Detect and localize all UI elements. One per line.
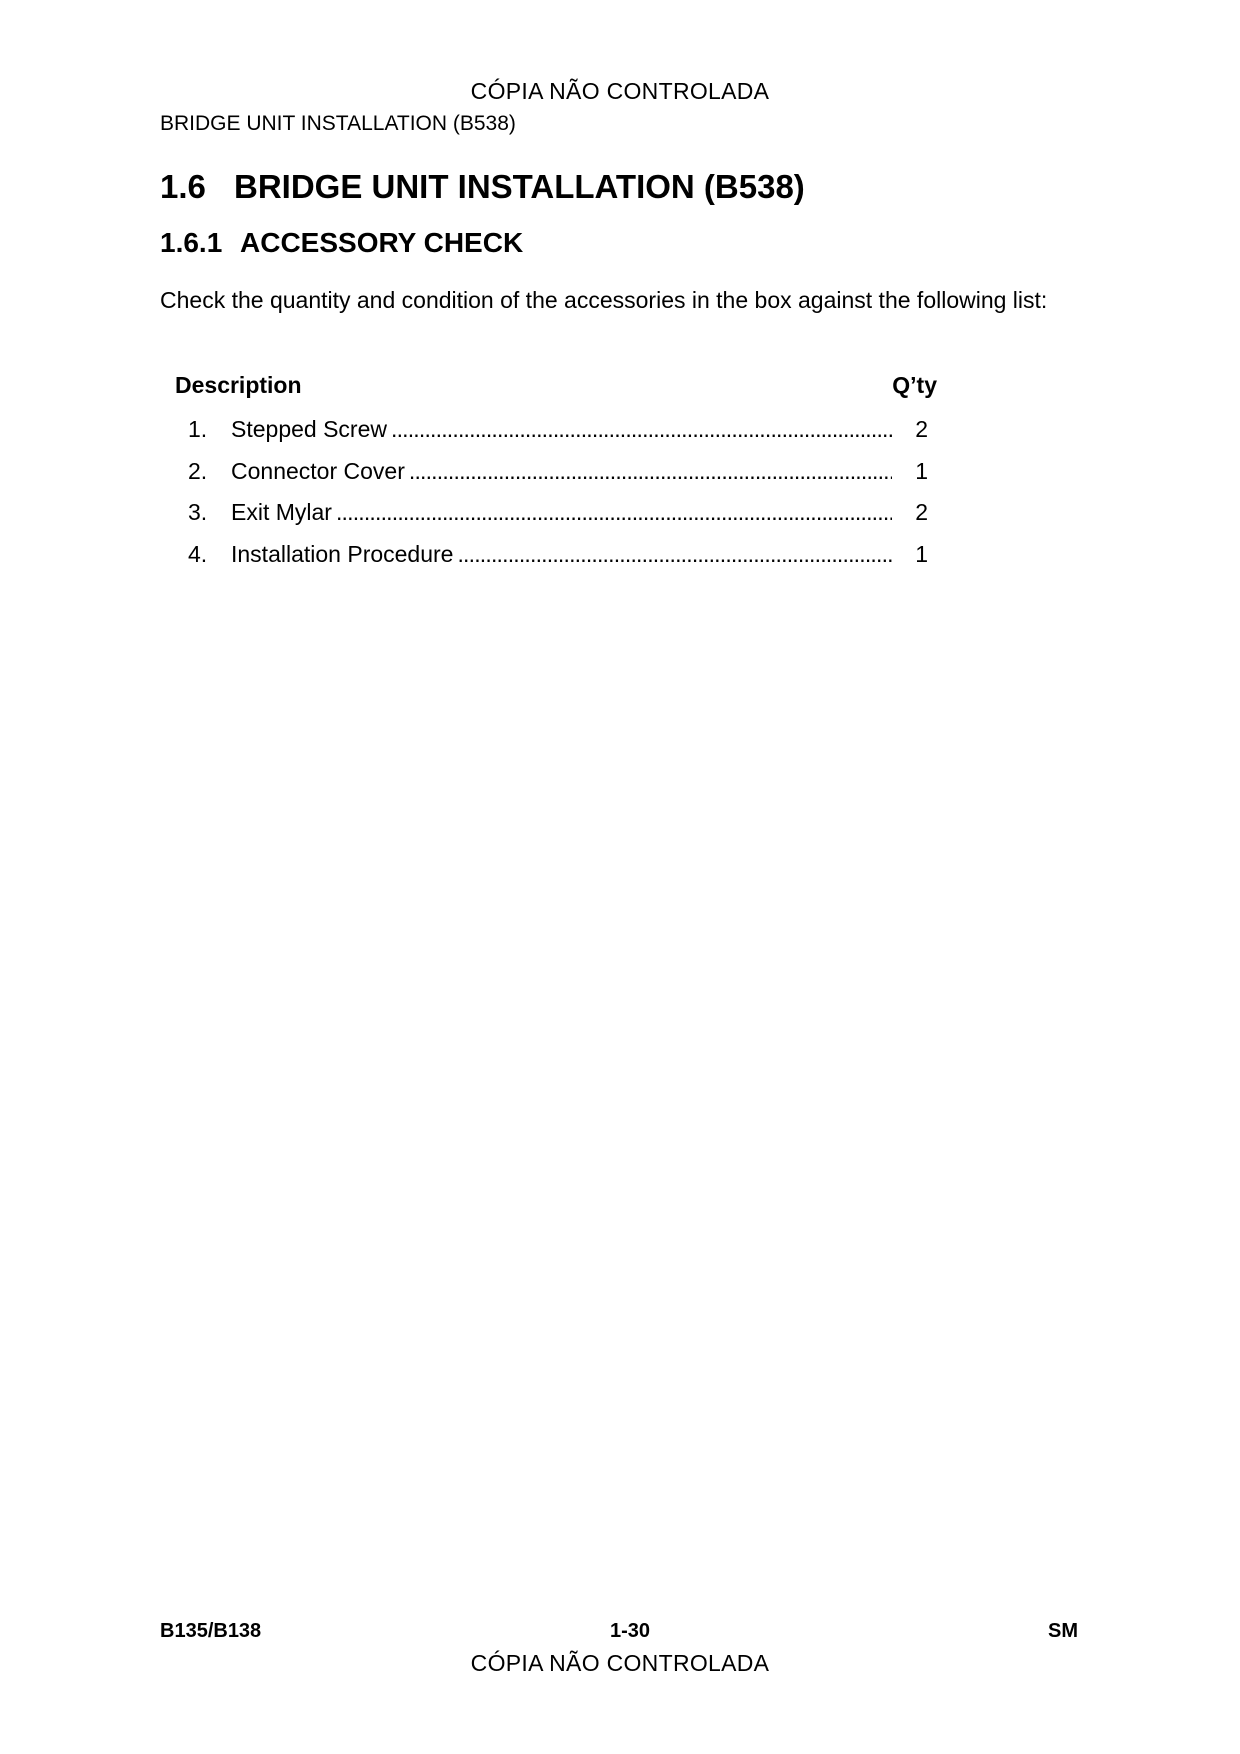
dot-leader [409, 458, 892, 485]
item-number: 3. [188, 499, 208, 525]
footer-model: B135/B138 [160, 1620, 262, 1642]
list-item [188, 458, 928, 500]
qty-column-header: Q’ty [892, 372, 937, 398]
item-number: 2. [188, 457, 208, 484]
watermark-top: CÓPIA NÃO CONTROLADA [470, 78, 770, 104]
running-header: BRIDGE UNIT INSTALLATION (B538) [160, 112, 516, 135]
watermark-bottom: CÓPIA NÃO CONTROLADA [470, 1650, 770, 1676]
section-heading [160, 168, 805, 206]
section-number: 1.6 [160, 168, 206, 205]
accessory-list [188, 416, 928, 582]
dot-leader [336, 499, 892, 526]
dot-leader [457, 541, 892, 568]
item-qty: 1 [915, 457, 928, 484]
item-qty: 2 [915, 416, 928, 442]
item-number: 4. [188, 540, 208, 567]
intro-paragraph: Check the quantity and condition of the accessories in the box against the following list: [160, 287, 1048, 313]
dot-leader [391, 416, 892, 443]
item-qty: 1 [915, 540, 928, 567]
subsection-title: ACCESSORY CHECK [240, 227, 524, 258]
item-description: Stepped Screw [231, 416, 387, 442]
item-description: Installation Procedure [231, 540, 454, 567]
item-description: Connector Cover [231, 457, 405, 484]
footer-manual-code: SM [1048, 1620, 1078, 1642]
list-item [188, 416, 928, 458]
accessory-list-header [175, 372, 937, 399]
item-qty: 2 [915, 499, 928, 525]
list-item [188, 499, 928, 541]
list-item [188, 541, 928, 583]
subsection-number: 1.6.1 [160, 227, 223, 258]
section-title: BRIDGE UNIT INSTALLATION (B538) [234, 168, 805, 205]
item-description: Exit Mylar [231, 499, 332, 525]
item-number: 1. [188, 416, 208, 442]
footer-page-number: 1-30 [609, 1620, 651, 1642]
description-column-header: Description [175, 372, 302, 398]
subsection-heading [160, 227, 523, 259]
